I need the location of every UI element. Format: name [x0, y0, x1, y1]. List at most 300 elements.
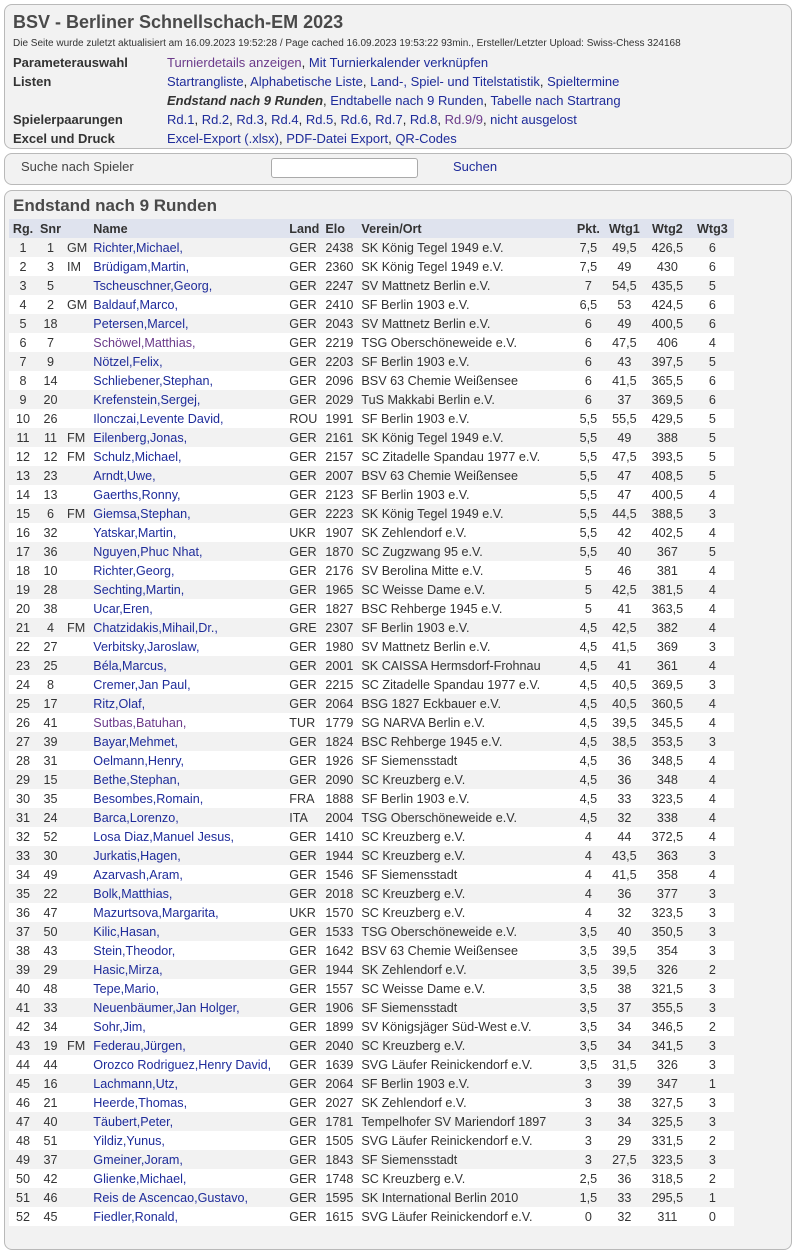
header-link[interactable]: Land-, Spiel- und Titelstatistik — [370, 74, 540, 89]
table-cell: 0 — [572, 1207, 604, 1226]
table-cell: 39 — [604, 1074, 644, 1093]
table-cell: Tempelhofer SV Mariendorf 1897 — [358, 1112, 572, 1131]
search-input[interactable] — [271, 158, 418, 178]
header-link[interactable]: Rd.3 — [236, 112, 264, 127]
table-cell: 50 — [9, 1169, 37, 1188]
table-cell: GER — [286, 1169, 322, 1188]
table-cell: BSV 63 Chemie Weißensee — [358, 466, 572, 485]
table-cell: 10 — [9, 409, 37, 428]
player-name-link[interactable]: Bolk,Matthias, — [90, 884, 286, 903]
player-name-link[interactable]: Verbitsky,Jaroslaw, — [90, 637, 286, 656]
table-cell — [64, 352, 90, 371]
table-cell: 5,5 — [572, 447, 604, 466]
table-cell: GER — [286, 960, 322, 979]
table-cell: 39,5 — [604, 941, 644, 960]
table-cell: SK König Tegel 1949 e.V. — [358, 504, 572, 523]
table-cell — [64, 846, 90, 865]
player-name-link[interactable]: Stein,Theodor, — [90, 941, 286, 960]
table-cell: 4,5 — [572, 618, 604, 637]
player-name-link[interactable]: Oelmann,Henry, — [90, 751, 286, 770]
table-cell: 4,5 — [572, 637, 604, 656]
table-cell: 48 — [9, 1131, 37, 1150]
table-cell: 32 — [604, 808, 644, 827]
table-cell — [64, 998, 90, 1017]
header-link[interactable]: Rd.5 — [305, 112, 334, 127]
table-cell: 2123 — [322, 485, 358, 504]
table-cell: 367 — [644, 542, 690, 561]
table-cell: 34 — [604, 1112, 644, 1131]
player-name-link[interactable]: Nötzel,Felix, — [90, 352, 286, 371]
player-name-link[interactable]: Baldauf,Marco, — [90, 295, 286, 314]
table-cell: 16 — [9, 523, 37, 542]
table-cell: 25 — [9, 694, 37, 713]
table-cell — [64, 1055, 90, 1074]
table-cell — [64, 732, 90, 751]
table-cell: 49 — [604, 428, 644, 447]
table-cell: 1570 — [322, 903, 358, 922]
player-name-link[interactable]: Täubert,Peter, — [90, 1112, 286, 1131]
table-cell: 2096 — [322, 371, 358, 390]
player-name-link[interactable]: Federau,Jürgen, — [90, 1036, 286, 1055]
table-row — [9, 637, 734, 656]
table-cell: 355,5 — [644, 998, 690, 1017]
table-cell: SK Zehlendorf e.V. — [358, 523, 572, 542]
table-cell: 5 — [690, 428, 734, 447]
table-cell: GRE — [286, 618, 322, 637]
table-cell: 47 — [604, 485, 644, 504]
table-cell: 3,5 — [572, 1036, 604, 1055]
table-cell: 400,5 — [644, 485, 690, 504]
player-name-link[interactable]: Reis de Ascencao,Gustavo, — [90, 1188, 286, 1207]
player-name-link[interactable]: Ilonczai,Levente David, — [90, 409, 286, 428]
table-cell: 46 — [604, 561, 644, 580]
table-cell: SC Kreuzberg e.V. — [358, 1036, 572, 1055]
table-cell: SC Weisse Dame e.V. — [358, 979, 572, 998]
header-link[interactable]: Excel-Export (.xlsx) — [167, 131, 279, 146]
table-cell: 4 — [690, 561, 734, 580]
column-header: Verein/Ort — [358, 219, 572, 238]
table-cell: 3 — [690, 1150, 734, 1169]
player-name-link[interactable]: Fiedler,Ronald, — [90, 1207, 286, 1226]
column-header: Wtg3 — [690, 219, 734, 238]
table-cell: GER — [286, 352, 322, 371]
table-cell: SK Zehlendorf e.V. — [358, 1093, 572, 1112]
table-cell: 40,5 — [604, 694, 644, 713]
table-cell: GER — [286, 333, 322, 352]
table-row — [9, 1112, 734, 1131]
table-cell: SK International Berlin 2010 — [358, 1188, 572, 1207]
table-cell: 15 — [37, 770, 64, 789]
table-cell: 2 — [690, 1017, 734, 1036]
table-cell: 29 — [604, 1131, 644, 1150]
header-link[interactable]: Spieltermine — [547, 74, 620, 89]
table-cell: GER — [286, 295, 322, 314]
table-cell: 426,5 — [644, 238, 690, 257]
player-name-link[interactable]: Heerde,Thomas, — [90, 1093, 286, 1112]
header-link[interactable]: Rd.7 — [375, 112, 403, 127]
table-cell: 42 — [37, 1169, 64, 1188]
table-cell: 1642 — [322, 941, 358, 960]
table-cell: 11 — [9, 428, 37, 447]
player-name-link[interactable]: Hasic,Mirza, — [90, 960, 286, 979]
player-name-link[interactable]: Neuenbäumer,Jan Holger, — [90, 998, 286, 1017]
table-row — [9, 523, 734, 542]
table-cell — [64, 884, 90, 903]
table-cell: SG NARVA Berlin e.V. — [358, 713, 572, 732]
table-cell: 3,5 — [572, 979, 604, 998]
table-cell: 369,5 — [644, 390, 690, 409]
table-cell: 51 — [37, 1131, 64, 1150]
header-link[interactable]: Endtabelle nach 9 Runden — [330, 93, 484, 108]
table-cell: 13 — [37, 485, 64, 504]
player-name-link[interactable]: Sutbas,Batuhan, — [90, 713, 286, 732]
table-cell: 3,5 — [572, 941, 604, 960]
table-cell: 4 — [690, 827, 734, 846]
table-cell: 9 — [9, 390, 37, 409]
table-cell: 36 — [604, 1169, 644, 1188]
table-cell: 4 — [572, 903, 604, 922]
table-cell — [64, 808, 90, 827]
table-cell: 28 — [9, 751, 37, 770]
table-cell: 5 — [572, 580, 604, 599]
table-cell: 0 — [690, 1207, 734, 1226]
player-name-link[interactable]: Sechting,Martin, — [90, 580, 286, 599]
table-cell: 4,5 — [572, 694, 604, 713]
player-name-link[interactable]: Mazurtsova,Margarita, — [90, 903, 286, 922]
table-cell: 6 — [572, 314, 604, 333]
table-cell: 53 — [604, 295, 644, 314]
table-row — [9, 352, 734, 371]
player-name-link[interactable]: Losa Diaz,Manuel Jesus, — [90, 827, 286, 846]
table-row — [9, 447, 734, 466]
player-name-link[interactable]: Ritz,Olaf, — [90, 694, 286, 713]
table-cell: 40 — [37, 1112, 64, 1131]
column-header: Elo — [322, 219, 358, 238]
table-cell: SK Zehlendorf e.V. — [358, 960, 572, 979]
table-row — [9, 618, 734, 637]
table-cell: 350,5 — [644, 922, 690, 941]
player-name-link[interactable]: Glienke,Michael, — [90, 1169, 286, 1188]
table-cell: GER — [286, 561, 322, 580]
header-link[interactable]: Rd.1 — [167, 112, 195, 127]
table-cell — [64, 466, 90, 485]
header-link[interactable]: Rd.6 — [340, 112, 368, 127]
table-row — [9, 1131, 734, 1150]
table-cell: 36 — [9, 903, 37, 922]
table-cell: 1533 — [322, 922, 358, 941]
table-cell: 3 — [572, 1131, 604, 1150]
table-cell: 377 — [644, 884, 690, 903]
table-cell: 326 — [644, 960, 690, 979]
player-name-link[interactable]: Giemsa,Stephan, — [90, 504, 286, 523]
header-row-links: Excel-Export (.xlsx), PDF-Datei Export, QR-Codes — [167, 131, 457, 146]
player-name-link[interactable]: Lachmann,Utz, — [90, 1074, 286, 1093]
table-cell: 2203 — [322, 352, 358, 371]
table-cell: 42 — [9, 1017, 37, 1036]
table-row — [9, 675, 734, 694]
player-name-link[interactable]: Bayar,Mehmet, — [90, 732, 286, 751]
table-row — [9, 979, 734, 998]
player-name-link[interactable]: Schulz,Michael, — [90, 447, 286, 466]
table-cell: 42,5 — [604, 618, 644, 637]
table-cell: 49,5 — [604, 238, 644, 257]
table-cell — [64, 751, 90, 770]
table-cell: 52 — [9, 1207, 37, 1226]
player-name-link[interactable]: Besombes,Romain, — [90, 789, 286, 808]
table-cell: 49 — [604, 314, 644, 333]
table-cell: SC Kreuzberg e.V. — [358, 827, 572, 846]
table-cell: 358 — [644, 865, 690, 884]
player-name-link[interactable]: Tepe,Mario, — [90, 979, 286, 998]
table-cell: 1899 — [322, 1017, 358, 1036]
table-cell: SK CAISSA Hermsdorf-Frohnau — [358, 656, 572, 675]
table-cell: SF Berlin 1903 e.V. — [358, 352, 572, 371]
table-cell: 4 — [572, 865, 604, 884]
player-name-link[interactable]: Eilenberg,Jonas, — [90, 428, 286, 447]
table-cell: TSG Oberschöneweide e.V. — [358, 922, 572, 941]
table-cell: 5,5 — [572, 409, 604, 428]
table-cell: GER — [286, 238, 322, 257]
header-row-links: Turnierdetails anzeigen, Mit Turnierkalender verknüpfen — [167, 55, 489, 70]
table-cell: 323,5 — [644, 1150, 690, 1169]
table-cell: GER — [286, 1074, 322, 1093]
table-cell: 48 — [37, 979, 64, 998]
table-cell: 30 — [37, 846, 64, 865]
player-name-link[interactable]: Orozco Rodriguez,Henry David, — [90, 1055, 286, 1074]
table-cell: 2064 — [322, 1074, 358, 1093]
table-cell — [64, 960, 90, 979]
table-cell: 44 — [9, 1055, 37, 1074]
table-cell: 36 — [604, 884, 644, 903]
table-cell: 2 — [37, 295, 64, 314]
current-view-label: Endstand nach 9 Runden — [167, 93, 324, 108]
header-link[interactable]: Rd.2 — [201, 112, 230, 127]
table-cell: ROU — [286, 409, 322, 428]
table-cell: 1546 — [322, 865, 358, 884]
table-cell: 1 — [37, 238, 64, 257]
table-cell: 7 — [572, 276, 604, 295]
table-cell: GER — [286, 276, 322, 295]
table-cell: 55,5 — [604, 409, 644, 428]
table-cell: GER — [286, 504, 322, 523]
player-name-link[interactable]: Azarvash,Aram, — [90, 865, 286, 884]
table-cell: 1 — [690, 1074, 734, 1093]
player-name-link[interactable]: Béla,Marcus, — [90, 656, 286, 675]
table-cell — [64, 333, 90, 352]
table-cell: 2040 — [322, 1036, 358, 1055]
table-cell: 1615 — [322, 1207, 358, 1226]
table-cell: 348,5 — [644, 751, 690, 770]
table-cell: SK König Tegel 1949 e.V. — [358, 238, 572, 257]
table-cell: 2,5 — [572, 1169, 604, 1188]
table-cell: 38,5 — [604, 732, 644, 751]
table-cell: GER — [286, 770, 322, 789]
player-name-link[interactable]: Chatzidakis,Mihail,Dr., — [90, 618, 286, 637]
table-cell: UKR — [286, 903, 322, 922]
player-name-link[interactable]: Barca,Lorenzo, — [90, 808, 286, 827]
table-row — [9, 1017, 734, 1036]
table-cell: 353,5 — [644, 732, 690, 751]
table-cell: 40 — [604, 922, 644, 941]
player-name-link[interactable]: Brüdigam,Martin, — [90, 257, 286, 276]
table-cell: 347 — [644, 1074, 690, 1093]
table-cell: 49 — [37, 865, 64, 884]
table-row — [9, 846, 734, 865]
player-name-link[interactable]: Nguyen,Phuc Nhat, — [90, 542, 286, 561]
player-name-link[interactable]: Arndt,Uwe, — [90, 466, 286, 485]
table-cell: 3 — [690, 884, 734, 903]
table-cell: BSG 1827 Eckbauer e.V. — [358, 694, 572, 713]
table-cell: SF Siemensstadt — [358, 865, 572, 884]
header-link[interactable]: Turnierdetails anzeigen — [167, 55, 302, 70]
table-cell: 1781 — [322, 1112, 358, 1131]
table-cell — [64, 713, 90, 732]
table-row — [9, 295, 734, 314]
table-cell — [64, 1150, 90, 1169]
table-cell: 360,5 — [644, 694, 690, 713]
table-cell: GER — [286, 732, 322, 751]
table-cell — [64, 1169, 90, 1188]
table-cell: 348 — [644, 770, 690, 789]
player-name-link[interactable]: Cremer,Jan Paul, — [90, 675, 286, 694]
player-name-link[interactable]: Gaerths,Ronny, — [90, 485, 286, 504]
table-cell: 5,5 — [572, 485, 604, 504]
player-name-link[interactable]: Jurkatis,Hagen, — [90, 846, 286, 865]
table-cell: 1907 — [322, 523, 358, 542]
player-name-link[interactable]: Yildiz,Yunus, — [90, 1131, 286, 1150]
table-cell: 37 — [604, 998, 644, 1017]
table-cell: 2 — [690, 960, 734, 979]
table-cell: 5 — [572, 599, 604, 618]
table-cell: 33 — [37, 998, 64, 1017]
table-cell: GM — [64, 238, 90, 257]
table-cell: 3 — [572, 1112, 604, 1131]
table-cell: BSV 63 Chemie Weißensee — [358, 941, 572, 960]
header-link[interactable]: PDF-Datei Export — [286, 131, 389, 146]
header-link[interactable]: Rd.4 — [271, 112, 299, 127]
table-cell: 363 — [644, 846, 690, 865]
table-row — [9, 941, 734, 960]
table-cell: 2018 — [322, 884, 358, 903]
table-cell: 26 — [9, 713, 37, 732]
table-cell: GER — [286, 998, 322, 1017]
table-cell: 6 — [690, 238, 734, 257]
player-name-link[interactable]: Gmeiner,Joram, — [90, 1150, 286, 1169]
table-cell: SF Siemensstadt — [358, 751, 572, 770]
header-link[interactable]: Mit Turnierkalender verknüpfen — [308, 55, 489, 70]
header-link[interactable]: Startrangliste — [167, 74, 244, 89]
table-cell: 49 — [604, 257, 644, 276]
table-cell: GER — [286, 1055, 322, 1074]
table-cell: 39 — [37, 732, 64, 751]
header-row-label: Spielerpaarungen — [13, 112, 123, 127]
table-cell: 5 — [37, 276, 64, 295]
table-cell: 10 — [37, 561, 64, 580]
table-cell: SC Kreuzberg e.V. — [358, 770, 572, 789]
table-cell: 1965 — [322, 580, 358, 599]
player-name-link[interactable]: Bethe,Stephan, — [90, 770, 286, 789]
table-cell: 33 — [604, 1188, 644, 1207]
table-cell: 2157 — [322, 447, 358, 466]
player-name-link[interactable]: Tscheuschner,Georg, — [90, 276, 286, 295]
table-cell: 6 — [690, 295, 734, 314]
player-name-link[interactable]: Ucar,Eren, — [90, 599, 286, 618]
table-cell: 2307 — [322, 618, 358, 637]
table-cell: GER — [286, 1150, 322, 1169]
table-cell: 18 — [37, 314, 64, 333]
table-cell: 6,5 — [572, 295, 604, 314]
player-name-link[interactable]: Schliebener,Stephan, — [90, 371, 286, 390]
player-name-link[interactable]: Sohr,Jim, — [90, 1017, 286, 1036]
table-cell: 6 — [690, 390, 734, 409]
table-row — [9, 922, 734, 941]
header-link[interactable]: QR-Codes — [395, 131, 457, 146]
table-cell: GER — [286, 941, 322, 960]
player-name-link[interactable]: Richter,Georg, — [90, 561, 286, 580]
table-cell: 406 — [644, 333, 690, 352]
table-cell: 4 — [37, 618, 64, 637]
table-row — [9, 333, 734, 352]
player-name-link[interactable]: Krefenstein,Sergej, — [90, 390, 286, 409]
player-name-link[interactable]: Kilic,Hasan, — [90, 922, 286, 941]
table-cell: 44,5 — [604, 504, 644, 523]
table-cell: 3 — [690, 998, 734, 1017]
table-cell: 40 — [604, 542, 644, 561]
table-cell: SC Zugzwang 95 e.V. — [358, 542, 572, 561]
player-name-link[interactable]: Yatskar,Martin, — [90, 523, 286, 542]
header-link[interactable]: Rd.8 — [409, 112, 438, 127]
table-row — [9, 865, 734, 884]
table-cell: SK König Tegel 1949 e.V. — [358, 257, 572, 276]
header-link[interactable]: nicht ausgelost — [490, 112, 577, 127]
table-cell: 2007 — [322, 466, 358, 485]
header-link[interactable]: Tabelle nach Startrang — [490, 93, 621, 108]
table-cell: 2360 — [322, 257, 358, 276]
table-cell: 54,5 — [604, 276, 644, 295]
table-cell: 38 — [604, 979, 644, 998]
table-row — [9, 1055, 734, 1074]
table-cell: 325,5 — [644, 1112, 690, 1131]
table-cell: 3 — [572, 1074, 604, 1093]
table-cell: 3 — [690, 637, 734, 656]
table-cell: 6 — [572, 371, 604, 390]
table-cell: GER — [286, 447, 322, 466]
table-cell: 361 — [644, 656, 690, 675]
table-cell: 7 — [37, 333, 64, 352]
table-cell: 4 — [690, 865, 734, 884]
table-cell: 326 — [644, 1055, 690, 1074]
table-cell: GER — [286, 428, 322, 447]
table-cell: 429,5 — [644, 409, 690, 428]
table-cell: 2 — [690, 1131, 734, 1150]
table-cell: 9 — [37, 352, 64, 371]
table-cell: 7,5 — [572, 257, 604, 276]
table-cell: 39 — [9, 960, 37, 979]
table-cell: SC Weisse Dame e.V. — [358, 580, 572, 599]
player-name-link[interactable]: Schöwel,Matthias, — [90, 333, 286, 352]
table-cell: 45 — [9, 1074, 37, 1093]
player-name-link[interactable]: Richter,Michael, — [90, 238, 286, 257]
table-cell: 2043 — [322, 314, 358, 333]
table-cell: SV Mattnetz Berlin e.V. — [358, 276, 572, 295]
table-cell: 40 — [9, 979, 37, 998]
table-cell: 17 — [37, 694, 64, 713]
header-link[interactable]: Alphabetische Liste — [250, 74, 363, 89]
table-cell: 41 — [604, 656, 644, 675]
search-button[interactable]: Suchen — [453, 159, 498, 174]
player-name-link[interactable]: Petersen,Marcel, — [90, 314, 286, 333]
header-link[interactable]: Rd.9/9 — [444, 112, 483, 127]
